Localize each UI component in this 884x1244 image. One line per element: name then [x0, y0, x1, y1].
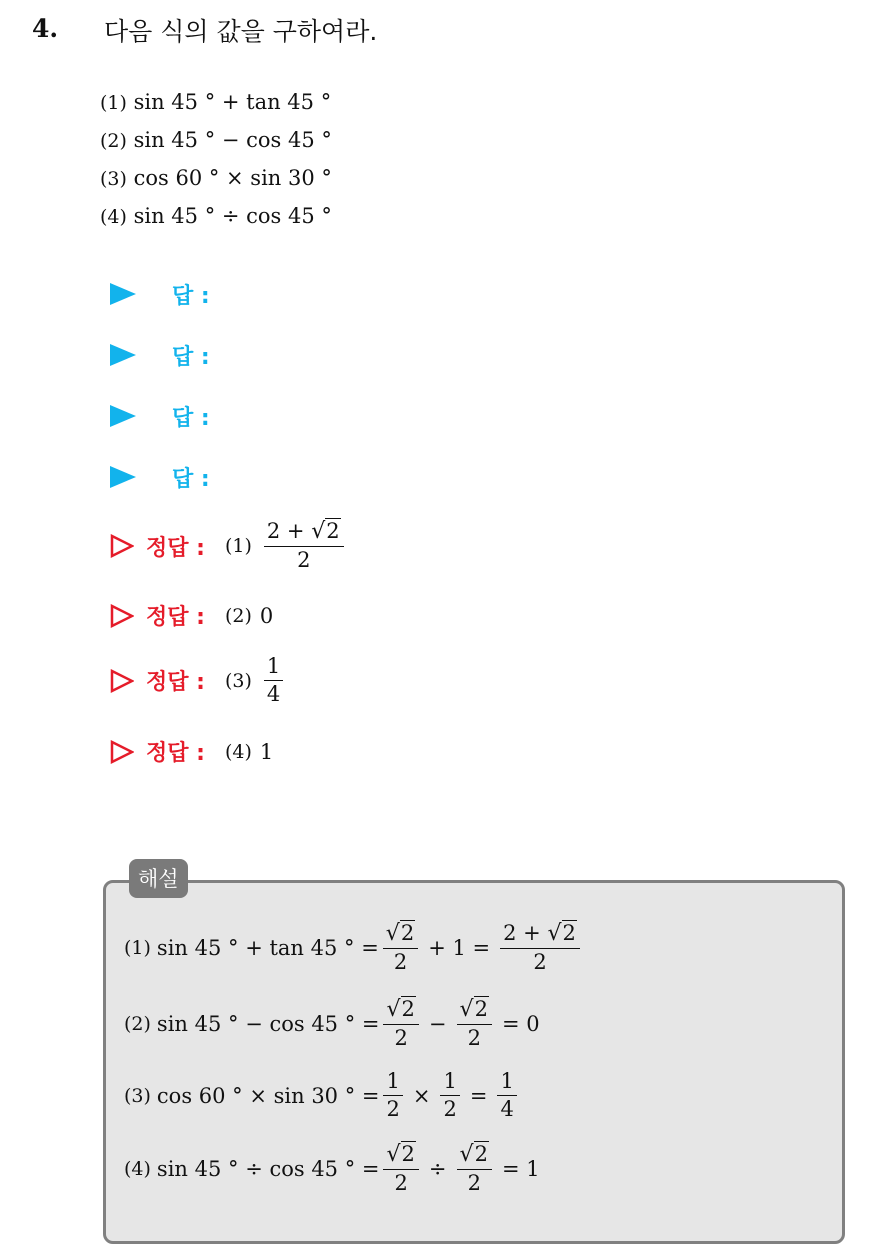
problem-3 — [100, 166, 332, 190]
solution-value — [225, 520, 348, 572]
question-prompt: 다음 식의 값을 구하여라. — [104, 17, 378, 46]
denominator: 2 — [443, 1097, 457, 1122]
radicand: 2 — [401, 997, 415, 1021]
numerator: 1 — [383, 1070, 402, 1096]
solution-row-3 — [110, 655, 287, 706]
play-triangle-icon — [110, 405, 136, 427]
denominator: 2 — [533, 950, 547, 975]
explanation-line-2 — [124, 998, 546, 1050]
operator: × — [412, 1083, 431, 1108]
equals: = — [469, 1083, 488, 1108]
solution-label: 정답 : — [146, 605, 205, 630]
solution-label: 정답 : — [146, 535, 205, 561]
sqrt: √2 — [385, 921, 415, 946]
operator: − — [428, 1012, 447, 1037]
solution-value — [225, 604, 273, 628]
lhs: sin 45 ° − cos 45 ° = — [156, 1012, 380, 1037]
problem-expression: sin 45 ° ÷ cos 45 ° — [133, 204, 332, 228]
explanation-title: 해설 — [129, 859, 188, 898]
denominator: 2 — [394, 1171, 408, 1196]
problem-2 — [100, 128, 332, 152]
problem-label: (1) — [100, 92, 127, 114]
sqrt: √2 — [311, 519, 340, 544]
fraction — [264, 520, 344, 572]
explanation-line-3 — [124, 1070, 521, 1121]
solution-value — [225, 740, 273, 764]
play-triangle-icon — [110, 344, 136, 366]
fraction — [383, 1070, 402, 1121]
denominator: 2 — [467, 1171, 481, 1196]
answer-label: 답 : — [172, 344, 210, 370]
solution-label: 정답 : — [146, 741, 205, 766]
denominator: 4 — [266, 682, 281, 707]
fraction — [457, 998, 492, 1050]
fraction — [264, 655, 283, 706]
sqrt: √2 — [386, 1142, 415, 1167]
answer-row-4[interactable] — [110, 460, 210, 494]
lhs: cos 60 ° × sin 30 ° = — [156, 1083, 380, 1108]
sqrt: √2 — [459, 1142, 488, 1167]
denominator: 2 — [394, 1026, 408, 1051]
sqrt: √2 — [547, 921, 576, 946]
radicand: 2 — [474, 997, 488, 1021]
solution-result: 1 — [259, 739, 274, 764]
problem-label: (4) — [100, 206, 127, 228]
problem-expression: sin 45 ° − cos 45 ° — [133, 128, 332, 152]
radicand: 2 — [326, 519, 340, 543]
result: = 1 — [501, 1157, 540, 1182]
line-label: (1) — [124, 937, 151, 960]
explanation-line-4 — [124, 1143, 546, 1195]
radicand: 2 — [400, 921, 415, 945]
question-number: 4. — [32, 14, 59, 43]
numerator-term: 2 + — [503, 921, 541, 945]
outline-triangle-icon — [110, 669, 134, 693]
solution-result: 0 — [259, 603, 274, 628]
line-label: (4) — [124, 1158, 151, 1181]
solution-row-2 — [110, 600, 273, 631]
answer-row-1[interactable] — [110, 277, 210, 311]
outline-triangle-icon — [110, 740, 134, 764]
answer-label: 답 : — [172, 466, 210, 492]
problem-expression: sin 45 ° + tan 45 ° — [133, 90, 332, 114]
problem-label: (2) — [100, 130, 127, 152]
solution-number: (4) — [224, 740, 252, 763]
answer-row-3[interactable] — [110, 399, 210, 433]
fraction — [383, 998, 418, 1050]
fraction — [440, 1070, 459, 1121]
numerator: 1 — [497, 1070, 516, 1096]
denominator: 2 — [386, 1097, 400, 1122]
solution-number: (1) — [224, 535, 252, 558]
sqrt: √2 — [386, 997, 415, 1022]
result: = 0 — [501, 1012, 540, 1037]
numerator: 1 — [440, 1070, 459, 1096]
problem-1 — [100, 90, 331, 114]
fraction — [383, 922, 418, 974]
line-label: (2) — [124, 1013, 151, 1036]
radicand: 2 — [474, 1142, 488, 1166]
solution-label: 정답 : — [146, 670, 205, 696]
numerator: 1 — [264, 655, 283, 681]
line-label: (3) — [124, 1084, 151, 1107]
solution-number: (3) — [224, 669, 252, 692]
radicand: 2 — [562, 921, 576, 945]
fraction — [383, 1143, 418, 1195]
answer-row-2[interactable] — [110, 338, 210, 372]
numerator-term: 2 + — [266, 519, 305, 543]
solution-value — [225, 655, 287, 706]
play-triangle-icon — [110, 466, 136, 488]
explanation-line-1 — [124, 922, 584, 974]
fraction — [500, 922, 580, 974]
sqrt: √2 — [459, 997, 488, 1022]
solution-row-4 — [110, 736, 273, 767]
answer-label: 답 : — [172, 283, 210, 309]
radicand: 2 — [401, 1142, 415, 1166]
denominator: 4 — [500, 1097, 514, 1122]
lhs: sin 45 ° + tan 45 ° = — [156, 936, 379, 961]
middle-term: + 1 = — [428, 936, 491, 961]
problem-4 — [100, 204, 332, 228]
denominator: 2 — [467, 1026, 481, 1051]
fraction — [497, 1070, 516, 1121]
fraction — [457, 1143, 492, 1195]
answer-label: 답 : — [172, 405, 210, 431]
denominator: 2 — [393, 950, 408, 975]
denominator: 2 — [297, 548, 311, 573]
solution-number: (2) — [224, 604, 252, 627]
problem-label: (3) — [100, 168, 127, 190]
solution-row-1 — [110, 520, 348, 572]
problem-expression: cos 60 ° × sin 30 ° — [133, 166, 332, 190]
play-triangle-icon — [110, 283, 136, 305]
operator: ÷ — [428, 1157, 447, 1182]
lhs: sin 45 ° ÷ cos 45 ° = — [156, 1157, 380, 1182]
outline-triangle-icon — [110, 604, 134, 628]
outline-triangle-icon — [110, 534, 134, 558]
